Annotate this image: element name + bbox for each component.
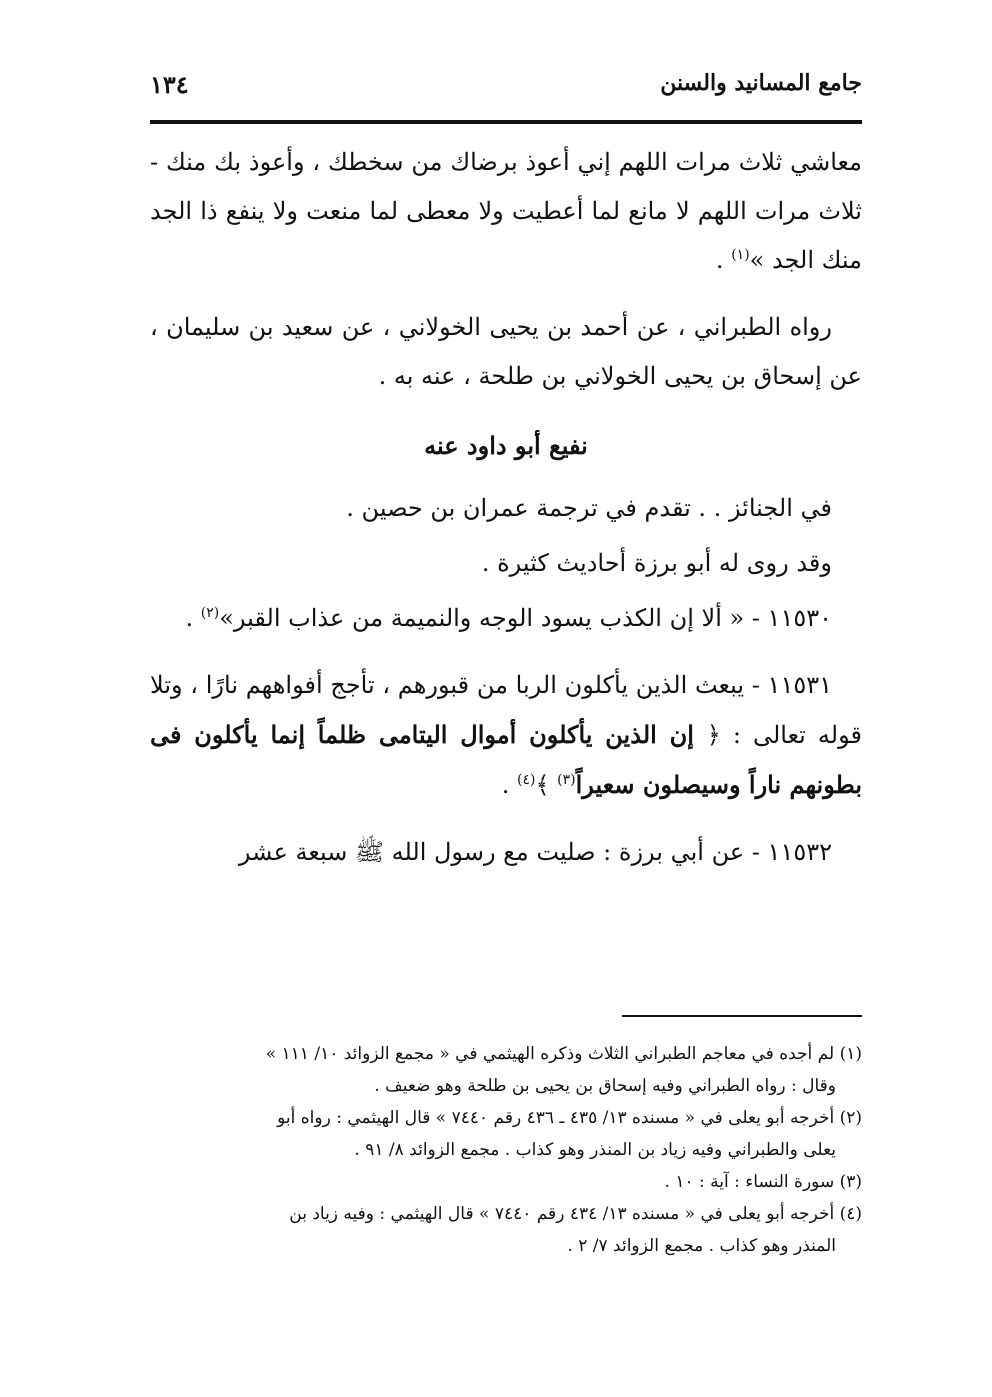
quran-verse: إن الذين يأكلون أموال اليتامى ظلماً إنما يأكلون فى بطونهم ناراً وسيصلون سعيراً [150,720,862,799]
hadith-11530 [150,594,862,643]
page-header [150,66,862,116]
footnote-1-continued [150,1070,862,1102]
paragraph-hadith-end [150,138,862,285]
footnote-1 [150,1038,862,1070]
paragraph-end: . [185,604,201,632]
footnote-3 [150,1166,862,1198]
hadith-11531 [150,661,862,810]
paragraph-end: . [715,246,732,274]
footnote-text: (٤) أخرجه أبو يعلى في « مسنده ١٣/ ٤٣٤ رقم ٧٤٤٠ » قال الهيثمي : وفيه زياد بن [289,1204,862,1224]
footnote-2-continued [150,1134,862,1166]
paragraph-text: معاشي ثلاث مرات اللهم إني أعوذ برضاك من سخطك ، وأعوذ بك منك - ثلاث مرات اللهم لا مانع لما أعطيت ولا معطى لما منعت ولا ينفع ذا الجد منك الجد » [150,148,862,274]
paragraph-text: ١١٥٣١ - يبعث الذين يأكلون الربا من قبورهم ، تأجج أفواههم نارًا ، وتلا قوله تعالى : [150,671,862,749]
footnote-2 [150,1102,862,1134]
footnote-ref: (٢) [200,605,220,621]
hadith-11532 [150,828,862,877]
paragraph-text: ١١٥٣٢ - عن أبي برزة : صليت مع رسول الله ﷺ سبعة عشر [238,838,832,866]
main-text [150,138,862,895]
quran-open-bracket: ﴿ [706,721,721,749]
footnote-text: (٢) أخرجه أبو يعلى في « مسنده ١٣/ ٤٣٥ ـ ٤٣٦ رقم ٧٤٤٠ » قال الهيثمي : رواه أبو [277,1108,862,1128]
footnote-ref: (٤) [517,772,536,788]
heading-text: نفيع أبو داود عنه [424,431,588,460]
footnote-4 [150,1198,862,1230]
running-title: جامع المسانيد والسنن [660,70,862,96]
footnote-text: المنذر وهو كذاب . مجمع الزوائد ٧/ ٢ . [567,1236,836,1256]
section-heading [150,421,862,470]
paragraph-text: وقد روى له أبو برزة أحاديث كثيرة . [481,549,832,577]
paragraph-abu-barza [150,539,862,588]
footnote-text: وقال : رواه الطبراني وفيه إسحاق بن يحيى بن طلحة وهو ضعيف . [374,1076,836,1096]
paragraph-end: . [501,771,517,799]
paragraph-isnad [150,303,862,401]
footnote-ref: (١) [731,247,750,263]
paragraph-text: رواه الطبراني ، عن أحمد بن يحيى الخولاني ، عن سعيد بن سليمان ، عن إسحاق بن يحيى الخولاني بن طلحة ، عنه به . [150,313,862,390]
footnote-text: (١) لم أجده في معاجم الطبراني الثلاث وذكره الهيثمي في « مجمع الزوائد ١٠/ ١١١ » [265,1044,862,1064]
paragraph-text: ١١٥٣٠ - « ألا إن الكذب يسود الوجه والنميمة من عذاب القبر» [219,604,832,632]
footnotes [150,1038,862,1262]
footnote-text: (٣) سورة النساء : آية : ١٠ . [664,1172,862,1192]
paragraph-janaiz [150,484,862,533]
footnote-text: يعلى والطبراني وفيه زياد بن المنذر وهو كذاب . مجمع الزوائد ٨/ ٩١ . [354,1140,836,1160]
page-number: ١٣٤ [150,70,189,99]
paragraph-text: في الجنائز . . تقدم في ترجمة عمران بن حصين . [346,494,832,522]
footnote-rule [622,1015,862,1017]
footnote-4-continued [150,1230,862,1262]
header-rule [150,120,862,124]
footnote-ref: (٣) [557,772,576,788]
quran-close-bracket: ﴾ [535,771,558,799]
